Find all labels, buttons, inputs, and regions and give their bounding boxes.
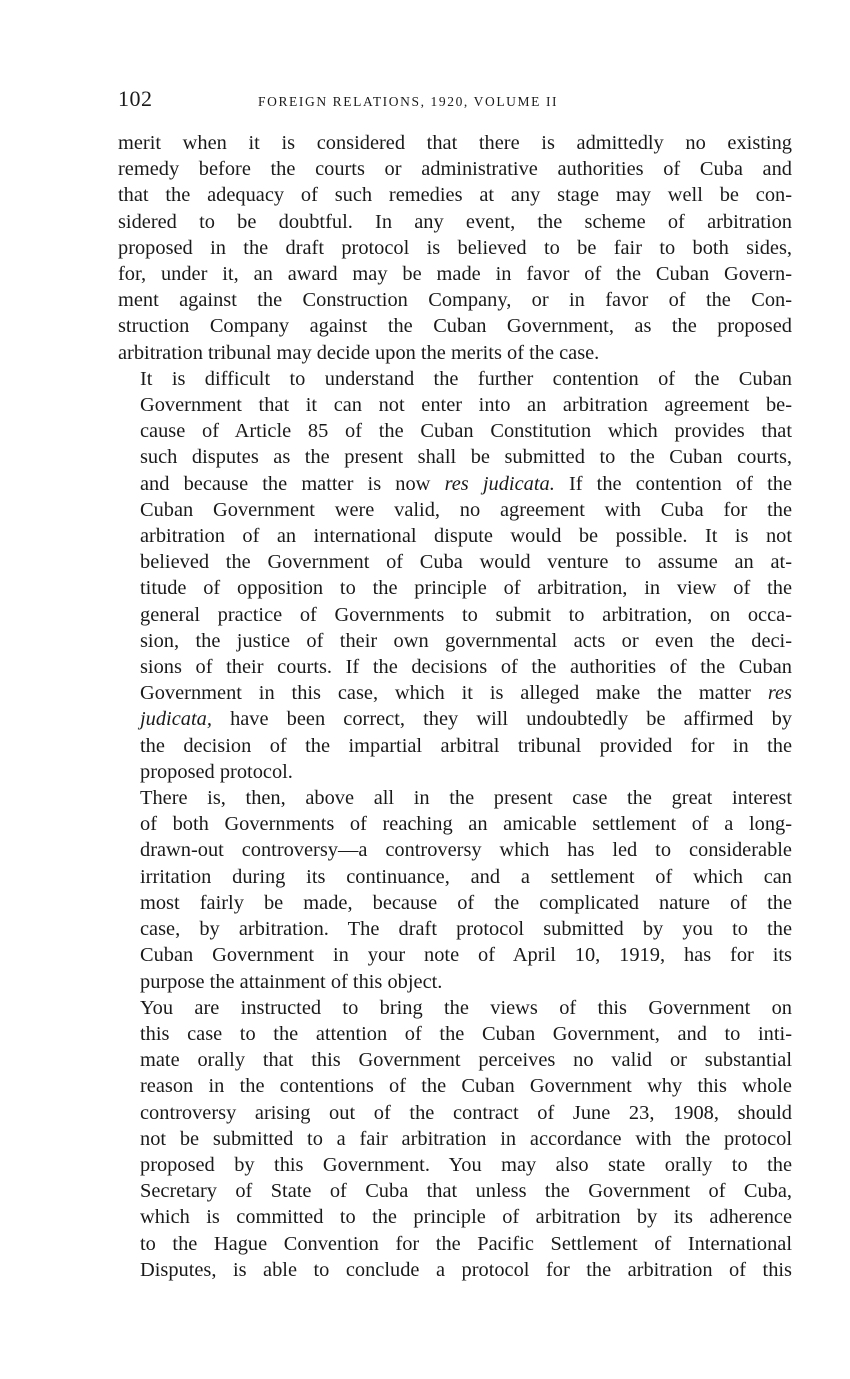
text-line: to the Hague Convention for the Pacific Settlement of International (140, 1232, 792, 1255)
text-line: struction Company against the Cuban Government, as the proposed (118, 315, 792, 338)
text-line: Cuban Government in your note of April 10, 1919, has for its (140, 944, 792, 967)
paragraph (118, 785, 792, 995)
text-line: the decision of the impartial arbitral tribunal provided for in the (140, 734, 792, 757)
paragraph (118, 995, 792, 1283)
text-line: cause of Article 85 of the Cuban Constitution which provides that (140, 420, 792, 443)
text-line: titude of opposition to the principle of arbitration, in view of the (140, 577, 792, 600)
text-line: It is difficult to understand the further contention of the Cuban (140, 367, 792, 390)
text-line: purpose the attainment of this object. (140, 970, 443, 993)
text-line: remedy before the courts or administrative authorities of Cuba and (118, 158, 792, 181)
text-line: which is committed to the principle of arbitration by its adherence (140, 1206, 792, 1229)
running-title: FOREIGN RELATIONS, 1920, VOLUME II (258, 94, 559, 109)
text-line: irritation during its continuance, and a settlement of which can (140, 865, 792, 888)
text-line: arbitration tribunal may decide upon the merits of the case. (118, 341, 600, 364)
text-line: most fairly be made, because of the complicated nature of the (140, 891, 792, 914)
text-line: and because the matter is now res judicata. If the contention of the (140, 472, 793, 495)
text-line: case, by arbitration. The draft protocol submitted by you to the (140, 918, 792, 941)
text-line: believed the Government of Cuba would venture to assume an at- (140, 551, 792, 574)
text-line: Cuban Government were valid, no agreement with Cuba for the (140, 498, 792, 521)
document-page (118, 86, 792, 1283)
text-line: of both Governments of reaching an amicable settlement of a long- (140, 813, 792, 836)
text-line: mate orally that this Government perceives no valid or substantial (140, 1049, 792, 1072)
text-line: judicata, have been correct, they will undoubtedly be affirmed by (140, 708, 792, 731)
text-line: There is, then, above all in the present case the great interest (140, 787, 792, 810)
text-line: Secretary of State of Cuba that unless the Government of Cuba, (140, 1180, 792, 1203)
text-line: not be submitted to a fair arbitration in accordance with the protocol (140, 1127, 792, 1150)
text-line: this case to the attention of the Cuban Government, and to inti- (140, 1022, 792, 1045)
text-line: for, under it, an award may be made in favor of the Cuban Govern- (118, 263, 792, 286)
text-line: proposed in the draft protocol is believed to be fair to both sides, (118, 236, 792, 259)
paragraph (118, 366, 792, 785)
page-header (118, 86, 792, 120)
text-line: Disputes, is able to conclude a protocol for the arbitration of this (140, 1258, 792, 1281)
text-line: merit when it is considered that there is admittedly no existing (118, 132, 792, 154)
text-line: You are instructed to bring the views of this Government on (140, 996, 792, 1019)
text-line: sion, the justice of their own governmental acts or even the deci- (140, 629, 792, 652)
text-line: Government that it can not enter into an arbitration agreement be- (140, 394, 792, 417)
text-line: that the adequacy of such remedies at any stage may well be con- (118, 184, 792, 207)
text-line: such disputes as the present shall be submitted to the Cuban courts, (140, 446, 792, 469)
page-number: 102 (118, 86, 153, 111)
text-line: controversy arising out of the contract of June 23, 1908, should (140, 1101, 792, 1124)
text-line: general practice of Governments to submit to arbitration, on occa- (140, 603, 792, 626)
text-line: reason in the contentions of the Cuban Government why this whole (140, 1075, 792, 1098)
text-line: Government in this case, which it is alleged make the matter res (140, 682, 792, 705)
body-text (118, 130, 792, 1283)
text-line: arbitration of an international dispute would be possible. It is not (140, 525, 792, 548)
text-line: ment against the Construction Company, or in favor of the Con- (118, 289, 792, 312)
text-line: sions of their courts. If the decisions of the authorities of the Cuban (140, 656, 792, 679)
text-line: sidered to be doubtful. In any event, the scheme of arbitration (118, 210, 792, 233)
paragraph (118, 130, 792, 366)
text-line: proposed by this Government. You may also state orally to the (140, 1153, 792, 1176)
text-line: proposed protocol. (140, 760, 293, 783)
text-line: drawn-out controversy—a controversy which has led to considerable (140, 839, 792, 862)
